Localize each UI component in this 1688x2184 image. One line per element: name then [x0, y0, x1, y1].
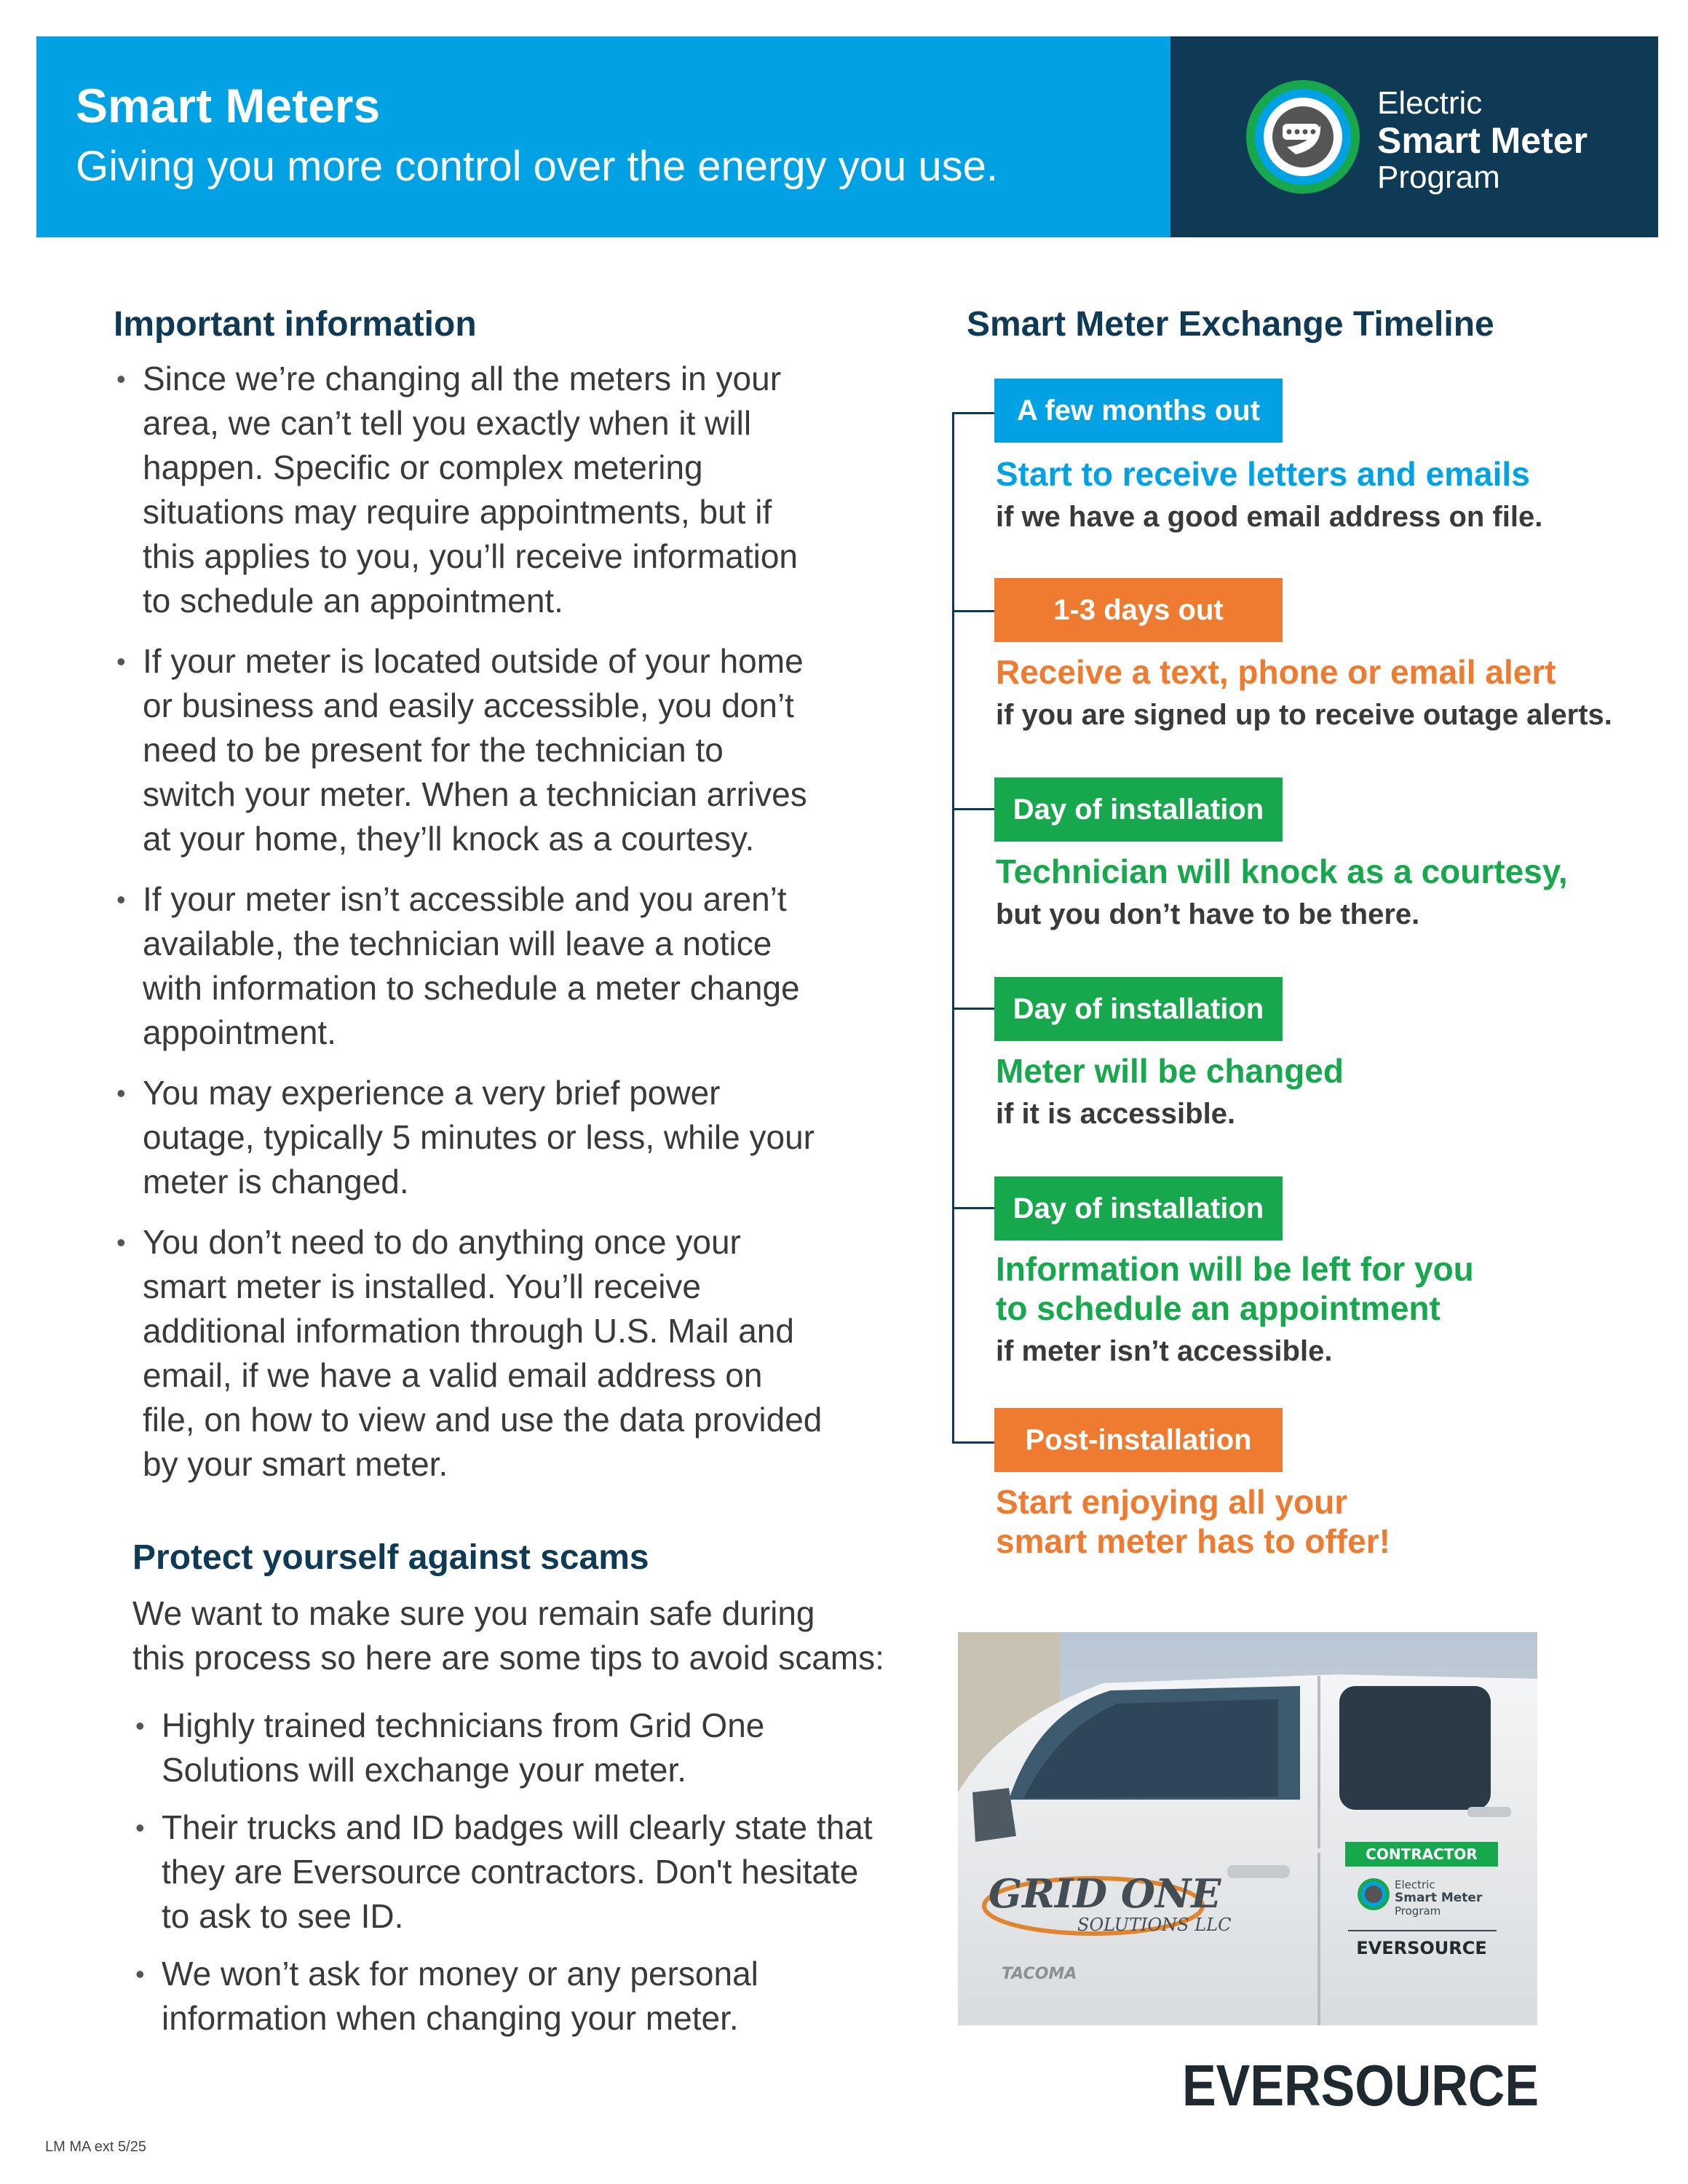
list-item [135, 1952, 914, 2041]
timeline-step-label: Day of installation [994, 1176, 1283, 1241]
list-item [116, 1071, 888, 1204]
timeline-step-label: A few months out [994, 379, 1283, 443]
tacoma-badge: TACOMA [1002, 1965, 1077, 1983]
page-title: Smart Meters [76, 79, 381, 132]
list-item-text: We won’t ask for money or any personal information when changing your meter. [162, 1955, 758, 2037]
list-item [116, 639, 888, 861]
program-line3: Program [1377, 159, 1500, 195]
grid-one-logo: GRID ONE [988, 1870, 1221, 1917]
bullet-icon: • [116, 1078, 126, 1108]
decal-program-line1: Electric [1395, 1878, 1435, 1891]
timeline-step-headline: Information will be left for you to schedule an appointment [996, 1250, 1474, 1327]
list-item-text: Since we’re changing all the meters in your area, we can’t tell you exactly when it will happen. Specific or complex metering situations may require appointments, but if this applies to you, you’ll receive information to schedule an appointment. [143, 360, 799, 620]
important-heading: Important information [114, 305, 477, 344]
list-item [116, 1220, 888, 1487]
timeline-step-headline: Meter will be changed [996, 1052, 1344, 1090]
program-line1: Electric [1377, 85, 1483, 121]
list-item [116, 357, 888, 623]
timeline-step-label: 1-3 days out [994, 578, 1283, 642]
timeline-connector [952, 412, 954, 1443]
scams-list [135, 1704, 914, 2041]
timeline-tick [952, 808, 996, 810]
timeline-tick [952, 412, 996, 414]
program-line2: Smart Meter [1377, 120, 1588, 161]
timeline-step-label: Day of installation [994, 778, 1283, 842]
list-item-text: Their trucks and ID badges will clearly state that they are Eversource contractors. Don't hesitate to ask to see ID. [162, 1808, 873, 1935]
timeline-step-headline: Start enjoying all your smart meter has to offer! [996, 1483, 1390, 1560]
list-item [116, 877, 888, 1055]
list-item [135, 1805, 914, 1939]
truck-photo [958, 1632, 1537, 2025]
timeline-step-detail: if we have a good email address on file. [996, 501, 1543, 533]
timeline-step-label: Post-installation [994, 1408, 1283, 1472]
decal-program-line3: Program [1395, 1904, 1441, 1918]
bullet-icon: • [116, 1227, 126, 1257]
scams-heading: Protect yourself against scams [132, 1538, 649, 1577]
bullet-icon: • [116, 364, 126, 394]
page-subtitle: Giving you more control over the energy you use. [76, 143, 998, 190]
grid-one-sub: SOLUTIONS LLC [1077, 1915, 1232, 1935]
list-item-text: You don’t need to do anything once your smart meter is installed. You’ll receive additional information through U.S. Mail and email, if we have a valid email address on file, on how to view and use the data provided by your smart meter. [143, 1223, 823, 1483]
list-item-text: If your meter isn’t accessible and you aren’t available, the technician will leave a notice with information to schedule a meter change appointment. [143, 880, 800, 1051]
important-list [116, 357, 888, 1487]
timeline-step-headline: Technician will knock as a courtesy, [996, 852, 1568, 890]
timeline-tick [952, 610, 996, 612]
eversource-logo [1182, 2053, 1539, 2118]
bullet-icon: • [135, 1959, 145, 1989]
timeline-step-headline: Receive a text, phone or email alert [996, 653, 1556, 691]
list-item-text: You may experience a very brief power outage, typically 5 minutes or less, while your meter is changed. [143, 1074, 815, 1200]
document-code: LM MA ext 5/25 [45, 2139, 146, 2155]
timeline-step-label: Day of installation [994, 977, 1283, 1041]
contractor-tag: CONTRACTOR [1366, 1845, 1478, 1863]
list-item-text: If your meter is located outside of your home or business and easily accessible, you don’t need to be present for the technician to switch your meter. When a technician arrives at your home, they’ll knock as a courtesy. [143, 642, 807, 858]
decal-eversource: EVERSOURCE [1356, 1938, 1487, 1958]
timeline-tick [952, 1441, 996, 1444]
timeline-tick [952, 1008, 996, 1010]
bullet-icon: • [116, 646, 126, 676]
timeline-step-headline: Start to receive letters and emails [996, 455, 1530, 493]
bullet-icon: • [116, 885, 126, 914]
decal-program-line2: Smart Meter [1395, 1891, 1483, 1905]
program-logo-text [1377, 87, 1588, 194]
svg-text:EVERSOURCE: EVERSOURCE [1182, 2053, 1539, 2118]
scams-intro: We want to make sure you remain safe during this process so here are some tips to avoid scams: [132, 1594, 884, 1677]
list-item [135, 1704, 914, 1792]
timeline-heading: Smart Meter Exchange Timeline [967, 305, 1494, 344]
list-item-text: Highly trained technicians from Grid One Solutions will exchange your meter. [162, 1706, 765, 1789]
timeline-step-detail: if you are signed up to receive outage alerts. [996, 699, 1612, 731]
bullet-icon: • [135, 1813, 145, 1843]
timeline-step-detail: but you don’t have to be there. [996, 898, 1420, 930]
timeline-step-detail: if it is accessible. [996, 1098, 1236, 1130]
timeline-step-detail: if meter isn’t accessible. [996, 1335, 1333, 1367]
smart-meter-icon [1245, 79, 1361, 195]
header-banner [36, 36, 1170, 237]
timeline-tick [952, 1207, 996, 1209]
bullet-icon: • [135, 1711, 145, 1741]
